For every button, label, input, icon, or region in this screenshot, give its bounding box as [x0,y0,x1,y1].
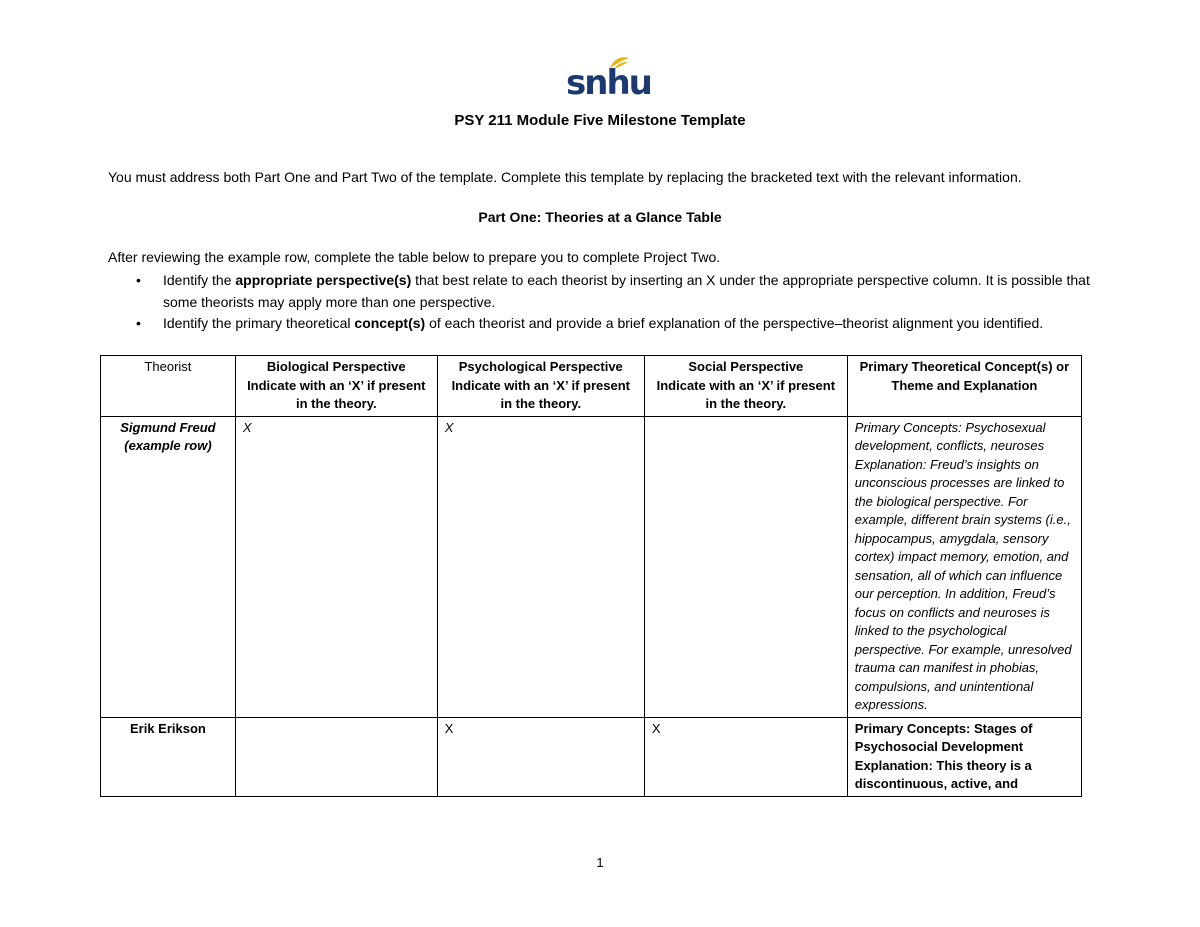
header-title: Biological Perspective [266,359,406,374]
table-header-row [101,356,1082,417]
cell-social[interactable] [644,416,847,717]
bullet-text-pre: Identify the [163,272,236,288]
bullet-text-bold: appropriate perspective(s) [235,272,412,288]
list-item [108,313,1098,335]
part-one-title: Part One: Theories at a Glance Table [478,209,722,225]
cell-psychological[interactable]: X [437,416,644,717]
explanation-text: Explanation: This theory is a discontinuous, active, and [854,757,1032,791]
cell-theorist[interactable]: Erik Erikson [101,717,236,796]
logo-wordmark: snhu [566,63,651,103]
cell-biological[interactable]: X [235,416,437,717]
instruction-list [108,270,1098,335]
header-subtitle: Indicate with an ‘X’ if present in the theory. [656,377,836,411]
header-subtitle: Indicate with an ‘X’ if present in the theory. [451,377,630,411]
theories-table [100,355,1082,797]
header-psychological [437,356,644,417]
header-social [644,356,847,417]
header-title: Psychological Perspective [458,359,623,374]
cell-social[interactable]: X [644,717,847,796]
cell-psychological[interactable]: X [437,717,644,796]
bullet-text-post: of each theorist and provide a brief explanation of the perspective–theorist alignment you identified. [425,315,1044,331]
table-row [101,416,1082,717]
cell-theorist[interactable]: Sigmund Freud (example row) [101,416,236,717]
header-title: Social Perspective [688,359,804,374]
table-row [101,717,1082,796]
concepts-text: Primary Concepts: Stages of Psychosocial Development [854,720,1033,754]
cell-concepts[interactable] [847,717,1081,796]
bullet-icon: • [136,315,141,331]
bullet-text-pre: Identify the primary theoretical [163,315,355,331]
bullet-icon: • [136,272,141,288]
header-title: Primary Theoretical Concept(s) or Theme and Explanation [859,359,1070,393]
header-subtitle: Indicate with an ‘X’ if present in the theory. [247,377,426,411]
header-biological [235,356,437,417]
after-review-text: After reviewing the example row, complete the table below to prepare you to complete Project Two. [108,249,721,265]
page-number: 1 [596,855,604,870]
explanation-text: Explanation: Freud’s insights on unconscious processes are linked to the biological perspective. For example, different brain systems (i.e., hippocampus, amygdala, sensory cortex) impact memory, emotion, and sensation, all of which can influence our perception. In addition, Freud’s focus on conflicts and neuroses is linked to the psychological perspective. For example, unresolved trauma can manifest in phobias, compulsions, and unintentional expressions. [854,456,1072,712]
header-title: Theorist [144,359,192,374]
cell-concepts[interactable] [847,416,1081,717]
document-title: PSY 211 Module Five Milestone Template [454,112,746,129]
bullet-text-post: that best relate to each theorist by inserting an X under the appropriate perspective column. It is possible that some theorists may apply more than one perspective. [163,272,1090,310]
header-theorist [101,356,236,417]
cell-biological[interactable] [235,717,437,796]
list-item [108,270,1098,313]
intro-paragraph: You must address both Part One and Part Two of the template. Complete this template by replacing the bracketed text with the relevant information. [108,169,1022,185]
header-concepts [847,356,1081,417]
concepts-text: Primary Concepts: Psychosexual development, conflicts, neuroses [854,419,1046,453]
bullet-text-bold: concept(s) [354,315,426,331]
snhu-logo [566,56,651,103]
